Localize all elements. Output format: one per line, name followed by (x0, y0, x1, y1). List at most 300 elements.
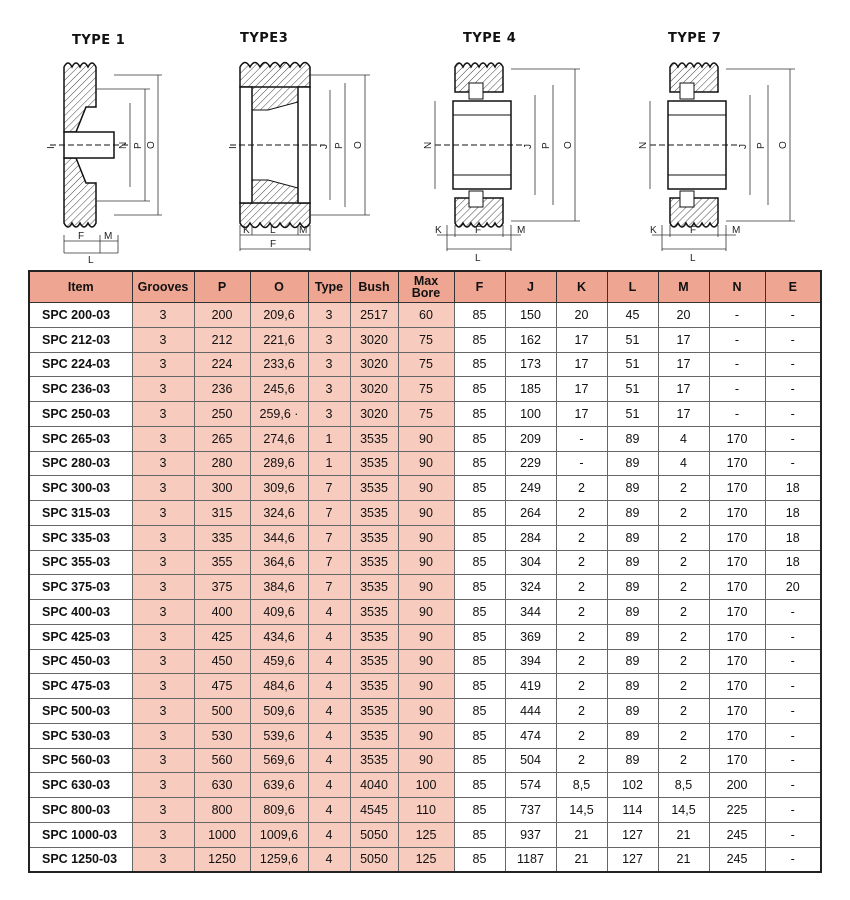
table-cell: 127 (607, 847, 658, 872)
table-cell: 51 (607, 327, 658, 352)
item-cell: SPC 300-03 (29, 476, 132, 501)
table-row (29, 798, 821, 823)
table-cell: - (765, 327, 821, 352)
table-cell: 259,6 · (250, 402, 308, 427)
table-row (29, 525, 821, 550)
table-cell: 3 (132, 525, 194, 550)
table-cell: 90 (398, 674, 454, 699)
table-cell: 2 (556, 674, 607, 699)
item-cell: SPC 280-03 (29, 451, 132, 476)
table-cell: 3 (132, 575, 194, 600)
table-row (29, 575, 821, 600)
svg-text:N: N (423, 141, 434, 149)
table-cell: - (765, 451, 821, 476)
table-cell: 17 (658, 327, 709, 352)
table-cell: - (709, 352, 765, 377)
item-cell: SPC 800-03 (29, 798, 132, 823)
table-cell: 304 (505, 550, 556, 575)
table-cell: 21 (658, 847, 709, 872)
table-cell: 4 (308, 773, 350, 798)
table-cell: 560 (194, 748, 250, 773)
table-cell: 17 (556, 402, 607, 427)
item-cell: SPC 355-03 (29, 550, 132, 575)
table-cell: - (765, 822, 821, 847)
table-cell: 17 (658, 402, 709, 427)
table-cell: 245 (709, 822, 765, 847)
table-cell: 364,6 (250, 550, 308, 575)
svg-text:F: F (690, 225, 697, 236)
table-cell: 3 (132, 303, 194, 328)
table-cell: 400 (194, 600, 250, 625)
table-cell: 3535 (350, 525, 398, 550)
table-cell: 221,6 (250, 327, 308, 352)
table-cell: 90 (398, 550, 454, 575)
item-cell: SPC 375-03 (29, 575, 132, 600)
table-cell: 18 (765, 501, 821, 526)
table-cell: 3 (132, 723, 194, 748)
table-cell: 89 (607, 748, 658, 773)
table-cell: 3020 (350, 402, 398, 427)
table-cell: 90 (398, 575, 454, 600)
table-row (29, 402, 821, 427)
table-row (29, 624, 821, 649)
table-cell: 89 (607, 674, 658, 699)
type-4-pulley-drawing (425, 55, 590, 265)
table-cell: 344 (505, 600, 556, 625)
column-header: F (454, 271, 505, 303)
table-cell: 4 (308, 798, 350, 823)
svg-text:P: P (133, 142, 144, 149)
table-cell: 569,6 (250, 748, 308, 773)
table-cell: 2 (556, 476, 607, 501)
table-cell: 3 (308, 303, 350, 328)
table-cell: 85 (454, 352, 505, 377)
table-cell: 170 (709, 525, 765, 550)
svg-text:O: O (563, 141, 574, 149)
table-cell: 315 (194, 501, 250, 526)
table-cell: 209 (505, 426, 556, 451)
table-cell: 3020 (350, 377, 398, 402)
table-cell: 170 (709, 550, 765, 575)
table-cell: 7 (308, 550, 350, 575)
table-cell: 200 (194, 303, 250, 328)
table-row (29, 550, 821, 575)
table-cell: - (765, 402, 821, 427)
table-cell: 4 (308, 649, 350, 674)
table-row (29, 649, 821, 674)
table-cell: 3 (132, 451, 194, 476)
svg-text:O: O (778, 141, 789, 149)
table-cell: 3535 (350, 624, 398, 649)
table-cell: - (765, 624, 821, 649)
table-cell: 8,5 (556, 773, 607, 798)
table-cell: 85 (454, 303, 505, 328)
table-cell: 3535 (350, 699, 398, 724)
table-cell: 3535 (350, 426, 398, 451)
table-cell: - (709, 377, 765, 402)
table-cell: - (765, 723, 821, 748)
table-cell: 45 (607, 303, 658, 328)
table-cell: 2 (658, 699, 709, 724)
table-cell: 2 (556, 575, 607, 600)
table-cell: 90 (398, 476, 454, 501)
item-cell: SPC 425-03 (29, 624, 132, 649)
item-cell: SPC 450-03 (29, 649, 132, 674)
table-cell: 375 (194, 575, 250, 600)
type-1-title: TYPE 1 (72, 33, 126, 48)
table-cell: 17 (556, 327, 607, 352)
table-cell: 5050 (350, 822, 398, 847)
type-3-title: TYPE3 (240, 31, 289, 46)
table-cell: 7 (308, 575, 350, 600)
table-cell: 484,6 (250, 674, 308, 699)
table-cell: 85 (454, 426, 505, 451)
table-cell: 4040 (350, 773, 398, 798)
table-cell: 1 (308, 451, 350, 476)
table-cell: 17 (556, 352, 607, 377)
table-cell: 236 (194, 377, 250, 402)
table-cell: 3 (308, 402, 350, 427)
table-cell: 85 (454, 773, 505, 798)
table-cell: 2 (556, 501, 607, 526)
table-cell: 170 (709, 624, 765, 649)
item-cell: SPC 530-03 (29, 723, 132, 748)
table-cell: 639,6 (250, 773, 308, 798)
table-cell: 1000 (194, 822, 250, 847)
table-cell: 3020 (350, 352, 398, 377)
svg-text:P: P (541, 142, 552, 149)
table-cell: 630 (194, 773, 250, 798)
table-row (29, 476, 821, 501)
column-header: J (505, 271, 556, 303)
table-cell: 8,5 (658, 773, 709, 798)
table-cell: 289,6 (250, 451, 308, 476)
table-cell: 3 (132, 847, 194, 872)
svg-text:O: O (146, 141, 157, 149)
table-cell: 280 (194, 451, 250, 476)
table-cell: 75 (398, 327, 454, 352)
table-cell: 335 (194, 525, 250, 550)
table-cell: 170 (709, 451, 765, 476)
table-cell: 89 (607, 649, 658, 674)
table-cell: 209,6 (250, 303, 308, 328)
svg-text:F: F (270, 239, 277, 250)
table-cell: 3 (132, 327, 194, 352)
table-cell: 20 (658, 303, 709, 328)
table-cell: 3 (132, 624, 194, 649)
table-cell: 89 (607, 550, 658, 575)
table-cell: 185 (505, 377, 556, 402)
table-cell: 4 (308, 674, 350, 699)
type-7-title: TYPE 7 (668, 31, 722, 46)
table-cell: 17 (556, 377, 607, 402)
table-row (29, 600, 821, 625)
type-7-pulley-drawing (640, 55, 805, 265)
diagram-area (0, 0, 850, 266)
table-row (29, 674, 821, 699)
table-cell: 90 (398, 748, 454, 773)
table-cell: 324,6 (250, 501, 308, 526)
table-cell: 85 (454, 822, 505, 847)
table-cell: 5050 (350, 847, 398, 872)
table-cell: 14,5 (556, 798, 607, 823)
table-cell: 2 (658, 723, 709, 748)
table-cell: 2 (556, 723, 607, 748)
table-cell: 170 (709, 748, 765, 773)
svg-text:M: M (517, 225, 526, 236)
table-cell: 7 (308, 476, 350, 501)
column-header: Type (308, 271, 350, 303)
item-cell: SPC 1250-03 (29, 847, 132, 872)
column-header: L (607, 271, 658, 303)
table-cell: 3 (132, 501, 194, 526)
table-cell: 1 (308, 426, 350, 451)
table-row (29, 426, 821, 451)
table-cell: - (765, 798, 821, 823)
table-cell: - (765, 773, 821, 798)
table-cell: 3535 (350, 674, 398, 699)
item-cell: SPC 265-03 (29, 426, 132, 451)
table-cell: 125 (398, 847, 454, 872)
table-cell: 75 (398, 352, 454, 377)
table-cell: - (765, 748, 821, 773)
svg-text:F: F (475, 225, 482, 236)
table-cell: 170 (709, 501, 765, 526)
svg-text:J: J (738, 144, 749, 149)
table-header-row (29, 271, 821, 303)
table-cell: 530 (194, 723, 250, 748)
item-cell: SPC 236-03 (29, 377, 132, 402)
table-cell: 737 (505, 798, 556, 823)
table-cell: 474 (505, 723, 556, 748)
table-cell: 75 (398, 402, 454, 427)
svg-text:N: N (118, 141, 129, 149)
table-cell: 7 (308, 501, 350, 526)
item-cell: SPC 630-03 (29, 773, 132, 798)
svg-text:L: L (475, 253, 481, 264)
table-cell: 4 (308, 624, 350, 649)
column-header: M (658, 271, 709, 303)
table-cell: 250 (194, 402, 250, 427)
svg-text:K: K (650, 225, 657, 236)
table-cell: 409,6 (250, 600, 308, 625)
table-cell: 170 (709, 649, 765, 674)
column-header: Max Bore (398, 271, 454, 303)
table-cell: 85 (454, 327, 505, 352)
table-cell: 539,6 (250, 723, 308, 748)
table-cell: 309,6 (250, 476, 308, 501)
table-cell: 89 (607, 525, 658, 550)
svg-text:J: J (319, 144, 330, 149)
table-cell: 2 (658, 476, 709, 501)
table-cell: 212 (194, 327, 250, 352)
table-cell: 355 (194, 550, 250, 575)
table-cell: - (765, 426, 821, 451)
table-row (29, 327, 821, 352)
table-cell: - (765, 352, 821, 377)
table-cell: 85 (454, 624, 505, 649)
table-cell: 1009,6 (250, 822, 308, 847)
table-cell: 1187 (505, 847, 556, 872)
table-cell: 2 (556, 699, 607, 724)
column-header: Grooves (132, 271, 194, 303)
table-cell: 89 (607, 575, 658, 600)
svg-text:K: K (243, 225, 250, 236)
item-cell: SPC 500-03 (29, 699, 132, 724)
table-cell: - (765, 674, 821, 699)
table-cell: 114 (607, 798, 658, 823)
item-cell: SPC 212-03 (29, 327, 132, 352)
table-cell: 324 (505, 575, 556, 600)
table-cell: 170 (709, 476, 765, 501)
table-cell: 809,6 (250, 798, 308, 823)
table-cell: 2 (556, 649, 607, 674)
table-cell: 459,6 (250, 649, 308, 674)
table-cell: 3 (132, 600, 194, 625)
table-cell: 3 (308, 352, 350, 377)
table-cell: 170 (709, 575, 765, 600)
table-cell: 3020 (350, 327, 398, 352)
table-cell: 450 (194, 649, 250, 674)
table-cell: 85 (454, 377, 505, 402)
table-cell: 2 (658, 550, 709, 575)
table-cell: 20 (556, 303, 607, 328)
table-cell: 3 (308, 377, 350, 402)
table-cell: 434,6 (250, 624, 308, 649)
table-cell: 85 (454, 550, 505, 575)
table-cell: 3535 (350, 649, 398, 674)
table-body (29, 303, 821, 873)
table-cell: 3 (132, 674, 194, 699)
table-cell: 3 (308, 327, 350, 352)
item-cell: SPC 400-03 (29, 600, 132, 625)
table-cell: 425 (194, 624, 250, 649)
table-cell: - (556, 426, 607, 451)
table-cell: 90 (398, 723, 454, 748)
column-header: K (556, 271, 607, 303)
table-cell: - (765, 377, 821, 402)
table-cell: 284 (505, 525, 556, 550)
svg-text:L: L (690, 253, 696, 264)
table-cell: 800 (194, 798, 250, 823)
table-cell: 170 (709, 426, 765, 451)
table-cell: 85 (454, 674, 505, 699)
table-cell: 110 (398, 798, 454, 823)
table-cell: 51 (607, 402, 658, 427)
table-cell: 90 (398, 699, 454, 724)
table-cell: 300 (194, 476, 250, 501)
table-cell: 89 (607, 699, 658, 724)
table-row (29, 451, 821, 476)
table-cell: 4 (658, 426, 709, 451)
type-4-title: TYPE 4 (463, 31, 517, 46)
table-cell: 100 (398, 773, 454, 798)
table-row (29, 501, 821, 526)
table-cell: 85 (454, 847, 505, 872)
table-cell: 264 (505, 501, 556, 526)
table-cell: 85 (454, 798, 505, 823)
table-cell: 85 (454, 575, 505, 600)
table-cell: 2517 (350, 303, 398, 328)
table-cell: - (765, 600, 821, 625)
table-cell: 3535 (350, 501, 398, 526)
table-cell: 4 (308, 822, 350, 847)
table-cell: 2 (556, 600, 607, 625)
column-header: Bush (350, 271, 398, 303)
table-cell: 3 (132, 402, 194, 427)
table-cell: 3 (132, 426, 194, 451)
table-cell: 3 (132, 773, 194, 798)
table-cell: 1250 (194, 847, 250, 872)
table-cell: 173 (505, 352, 556, 377)
table-cell: 245 (709, 847, 765, 872)
table-cell: 3 (132, 748, 194, 773)
table-cell: 89 (607, 624, 658, 649)
table-cell: 170 (709, 600, 765, 625)
item-cell: SPC 224-03 (29, 352, 132, 377)
table-cell: 444 (505, 699, 556, 724)
item-cell: SPC 475-03 (29, 674, 132, 699)
table-cell: 2 (556, 748, 607, 773)
svg-text:I: I (46, 146, 57, 149)
table-cell: 127 (607, 822, 658, 847)
table-cell: 3535 (350, 550, 398, 575)
table-cell: 274,6 (250, 426, 308, 451)
item-cell: SPC 315-03 (29, 501, 132, 526)
item-cell: SPC 200-03 (29, 303, 132, 328)
table-cell: 89 (607, 426, 658, 451)
table-cell: 90 (398, 600, 454, 625)
table-cell: 500 (194, 699, 250, 724)
table-cell: 51 (607, 352, 658, 377)
svg-text:N: N (638, 141, 649, 149)
table-cell: 3 (132, 352, 194, 377)
type-1-pulley-drawing (40, 55, 180, 265)
table-cell: 90 (398, 501, 454, 526)
svg-text:M: M (104, 231, 113, 242)
table-cell: 2 (556, 550, 607, 575)
table-cell: 224 (194, 352, 250, 377)
table-cell: 1259,6 (250, 847, 308, 872)
table-cell: 2 (658, 748, 709, 773)
table-cell: 200 (709, 773, 765, 798)
table-cell: 3535 (350, 451, 398, 476)
table-row (29, 377, 821, 402)
svg-text:M: M (732, 225, 741, 236)
table-cell: 2 (556, 624, 607, 649)
table-cell: 4 (308, 748, 350, 773)
table-cell: 2 (658, 600, 709, 625)
table-cell: 17 (658, 377, 709, 402)
table-cell: 3535 (350, 723, 398, 748)
table-cell: - (709, 402, 765, 427)
table-cell: 170 (709, 674, 765, 699)
table-cell: - (765, 649, 821, 674)
type-3-pulley-drawing (230, 55, 380, 265)
item-cell: SPC 560-03 (29, 748, 132, 773)
table-cell: 4 (308, 600, 350, 625)
table-cell: - (709, 303, 765, 328)
column-header: N (709, 271, 765, 303)
table-cell: 21 (658, 822, 709, 847)
table-cell: 2 (556, 525, 607, 550)
table-cell: 85 (454, 748, 505, 773)
table-cell: 3 (132, 798, 194, 823)
table-cell: 18 (765, 476, 821, 501)
table-cell: - (765, 847, 821, 872)
table-cell: 3 (132, 377, 194, 402)
table-cell: 3535 (350, 476, 398, 501)
